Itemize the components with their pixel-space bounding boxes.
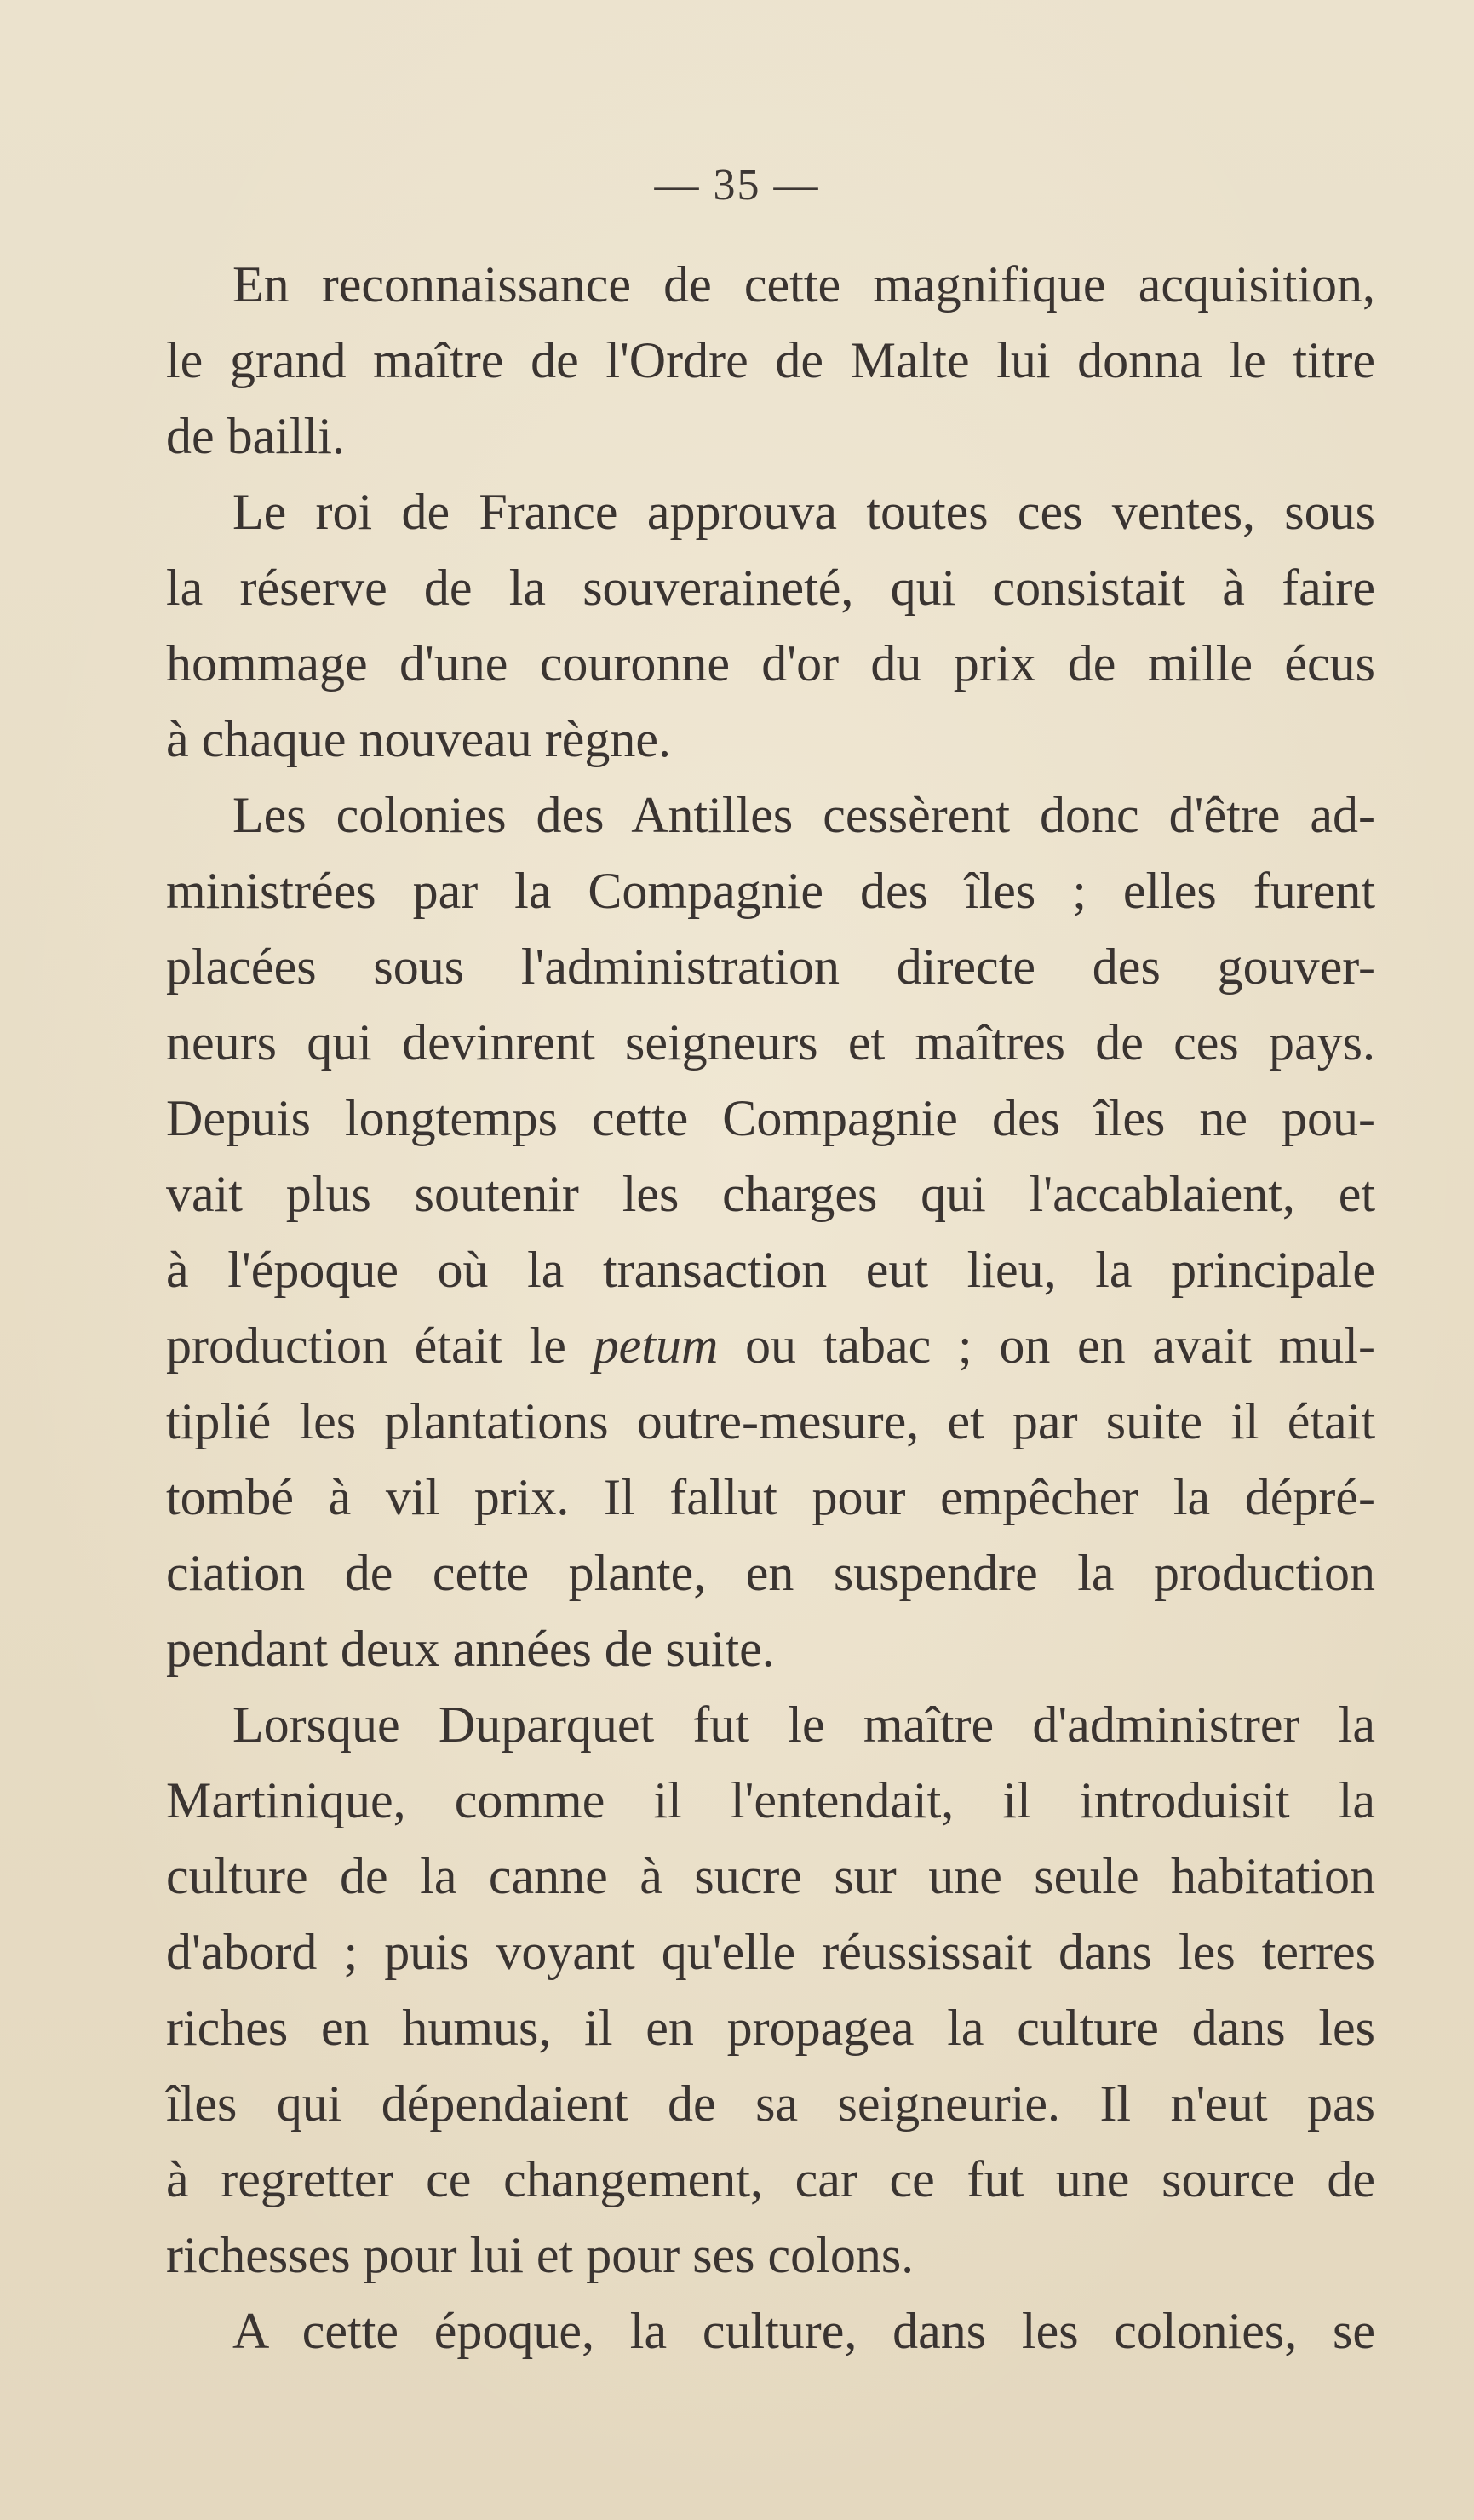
text-line: ciation de cette plante, en suspendre la production	[166, 1545, 1375, 1601]
text-line: culture de la canne à sucre sur une seule habitation	[166, 1848, 1375, 1904]
text-line: Lorsque Duparquet fut le maître d'administrer la	[232, 1696, 1375, 1753]
text-line: à regretter ce changement, car ce fut une source de	[166, 2151, 1375, 2207]
text-line: à l'époque où la transaction eut lieu, la principale	[166, 1242, 1375, 1298]
text-line: de bailli.	[166, 408, 345, 464]
text-line: En reconnaissance de cette magnifique acquisition,	[232, 256, 1375, 313]
text-line: tiplié les plantations outre-mesure, et par suite il était	[166, 1393, 1375, 1449]
text-line: Martinique, comme il l'entendait, il introduisit la	[166, 1772, 1375, 1828]
text-line: vait plus soutenir les charges qui l'accablaient, et	[166, 1166, 1375, 1222]
text-line: A cette époque, la culture, dans les colonies, se	[232, 2303, 1375, 2359]
text-line: Depuis longtemps cette Compagnie des îles ne pou-	[166, 1090, 1375, 1146]
text-segment: ou tabac ; on en avait mul-	[718, 1317, 1375, 1374]
text-line: riches en humus, il en propagea la culture dans les	[166, 2000, 1375, 2056]
text-line: la réserve de la souveraineté, qui consistait à faire	[166, 560, 1375, 616]
text-line: ministrées par la Compagnie des îles ; elles furent	[166, 863, 1375, 919]
text-line: îles qui dépendaient de sa seigneurie. Il n'eut pas	[166, 2075, 1375, 2132]
page-number: — 35 —	[654, 161, 820, 210]
text-line: neurs qui devinrent seigneurs et maîtres de ces pays.	[166, 1014, 1375, 1071]
text-line: le grand maître de l'Ordre de Malte lui donna le titre	[166, 332, 1375, 388]
text-line: à chaque nouveau règne.	[166, 711, 672, 767]
italic-word-petum: petum	[593, 1317, 719, 1374]
text-line: richesses pour lui et pour ses colons.	[166, 2227, 915, 2283]
text-line: Le roi de France approuva toutes ces ventes, sous	[232, 484, 1375, 540]
text-line: placées sous l'administration directe des gouver-	[166, 939, 1375, 995]
text-line	[166, 1308, 1375, 1384]
text-line: pendant deux années de suite.	[166, 1621, 775, 1677]
body-text	[166, 247, 1375, 2369]
text-line: Les colonies des Antilles cessèrent donc d'être ad-	[232, 787, 1375, 843]
text-line: tombé à vil prix. Il fallut pour empêcher la dépré-	[166, 1469, 1375, 1525]
text-line: d'abord ; puis voyant qu'elle réussissait dans les terres	[166, 1924, 1375, 1980]
text-line: hommage d'une couronne d'or du prix de mille écus	[166, 635, 1375, 692]
text-segment: production était le	[166, 1317, 594, 1374]
